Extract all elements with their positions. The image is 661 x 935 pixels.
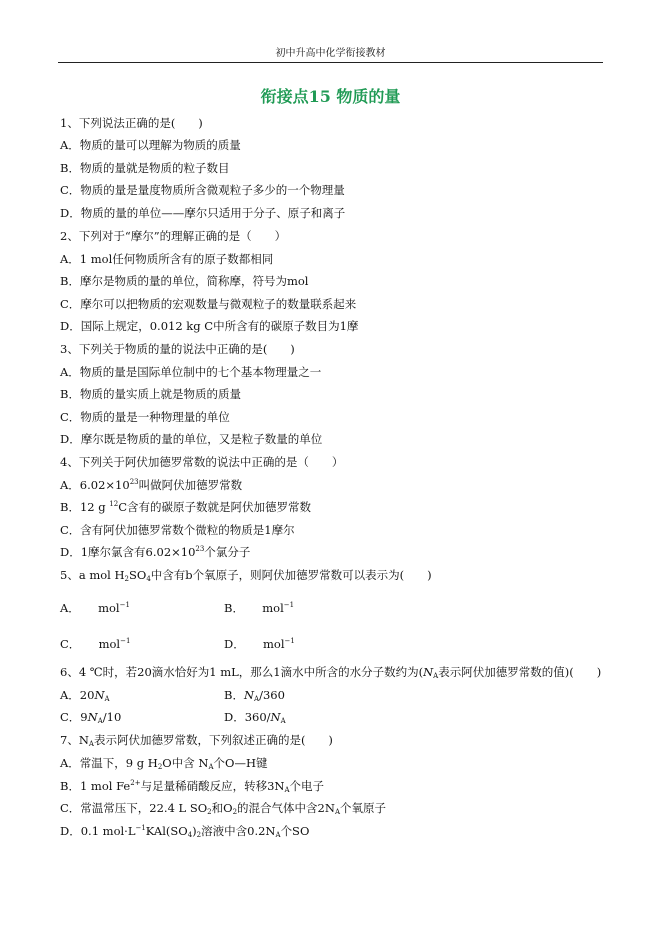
question-3-stem: 3、下列关于物质的量的说法中正确的是( ) xyxy=(60,342,295,356)
question-3-option-a: A．物质的量是国际单位制中的七个基本物理量之一 xyxy=(60,365,322,379)
question-4-option-b: B．12 g $^{12}$C含有的碳原子数就是阿伏加德罗常数 xyxy=(60,500,311,514)
question-2-stem: 2、下列对于“摩尔”的理解正确的是（ ） xyxy=(60,229,287,243)
question-7-stem: 7、$N_A$表示阿伏加德罗常数，下列叙述正确的是( ) xyxy=(60,733,333,748)
question-2-option-b: B．摩尔是物质的量的单位，简称摩，符号为mol xyxy=(60,274,309,288)
question-1-option-a: A．物质的量可以理解为物质的质量 xyxy=(60,138,241,152)
question-1-option-c: C．物质的量是量度物质所含微观粒子多少的一个物理量 xyxy=(60,183,345,197)
question-6-stem: 6、4 ℃时，若20滴水恰好为1 mL，那么1滴水中所含的水分子数约为($N_A$表示阿伏加德罗常数的值)( ) xyxy=(60,665,602,680)
question-3-option-d: D．摩尔既是物质的量的单位，又是粒子数量的单位 xyxy=(60,432,323,446)
question-1-option-d: D．物质的量的单位——摩尔只适用于分子、原子和离子 xyxy=(60,206,346,220)
question-1-stem: 1、下列说法正确的是( ) xyxy=(60,116,203,130)
question-2-option-d: D．国际上规定，0.012 kg C中所含有的碳原子数目为1摩 xyxy=(60,319,359,333)
question-2-option-c: C．摩尔可以把物质的宏观数量与微观粒子的数量联系起来 xyxy=(60,297,357,311)
question-5-option-a: A． mol$^{-1}$ xyxy=(60,601,130,615)
page-header: 初中升高中化学衔接教材 xyxy=(275,48,386,59)
question-7-option-b: B．1 mol $Fe^{2+}$与足量稀硝酸反应，转移$3N_A$个电子 xyxy=(60,779,325,794)
question-4-stem: 4、下列关于阿伏加德罗常数的说法中正确的是（ ） xyxy=(60,455,344,469)
question-7-option-c: C．常温常压下，22.4 L $SO_2$和$O_2$的混合气体中含$2N_A$个氧原子 xyxy=(60,801,386,816)
question-2-option-a: A．1 mol任何物质所含有的原子数都相同 xyxy=(60,252,274,266)
question-1-option-b: B．物质的量就是物质的粒子数目 xyxy=(60,161,230,175)
question-6-option-c: C．$9N_A/10$ xyxy=(60,710,122,725)
question-6-option-d: D．$360/N_A$ xyxy=(224,710,286,725)
question-6-option-a: A．$20N_A$ xyxy=(60,688,110,703)
question-3-option-b: B．物质的量实质上就是物质的质量 xyxy=(60,387,241,401)
question-6-option-b: B．$N_A/360$ xyxy=(224,688,285,703)
page-title: 衔接点15 物质的量 xyxy=(260,87,401,106)
question-5-option-c: C． mol$^{-1}$ xyxy=(60,637,131,651)
question-7-option-a: A．常温下，9 g $H_2O$中含 $N_A$个O—H键 xyxy=(60,756,268,771)
question-4-option-a: A．$6.02\times 10^{23}$叫做阿伏加德罗常数 xyxy=(60,478,243,492)
question-4-option-c: C．含有阿伏加德罗常数个微粒的物质是1摩尔 xyxy=(60,523,295,537)
header-divider xyxy=(58,62,603,63)
question-4-option-d: D．1摩尔氯含有$6.02\times 10^{23}$个氯分子 xyxy=(60,545,251,559)
question-5-option-b: B． mol$^{-1}$ xyxy=(224,601,295,615)
question-3-option-c: C．物质的量是一种物理量的单位 xyxy=(60,410,230,424)
question-5-stem: 5、a mol $H_2SO_4$中含有b个氧原子，则阿伏加德罗常数可以表示为( ) xyxy=(60,568,432,583)
question-7-option-d: D．0.1 $mol\cdot L^{-1}KAl(SO_4)_2$溶液中含$0.2N_A$个SO xyxy=(60,824,310,839)
question-5-option-d: D． mol$^{-1}$ xyxy=(224,637,295,651)
